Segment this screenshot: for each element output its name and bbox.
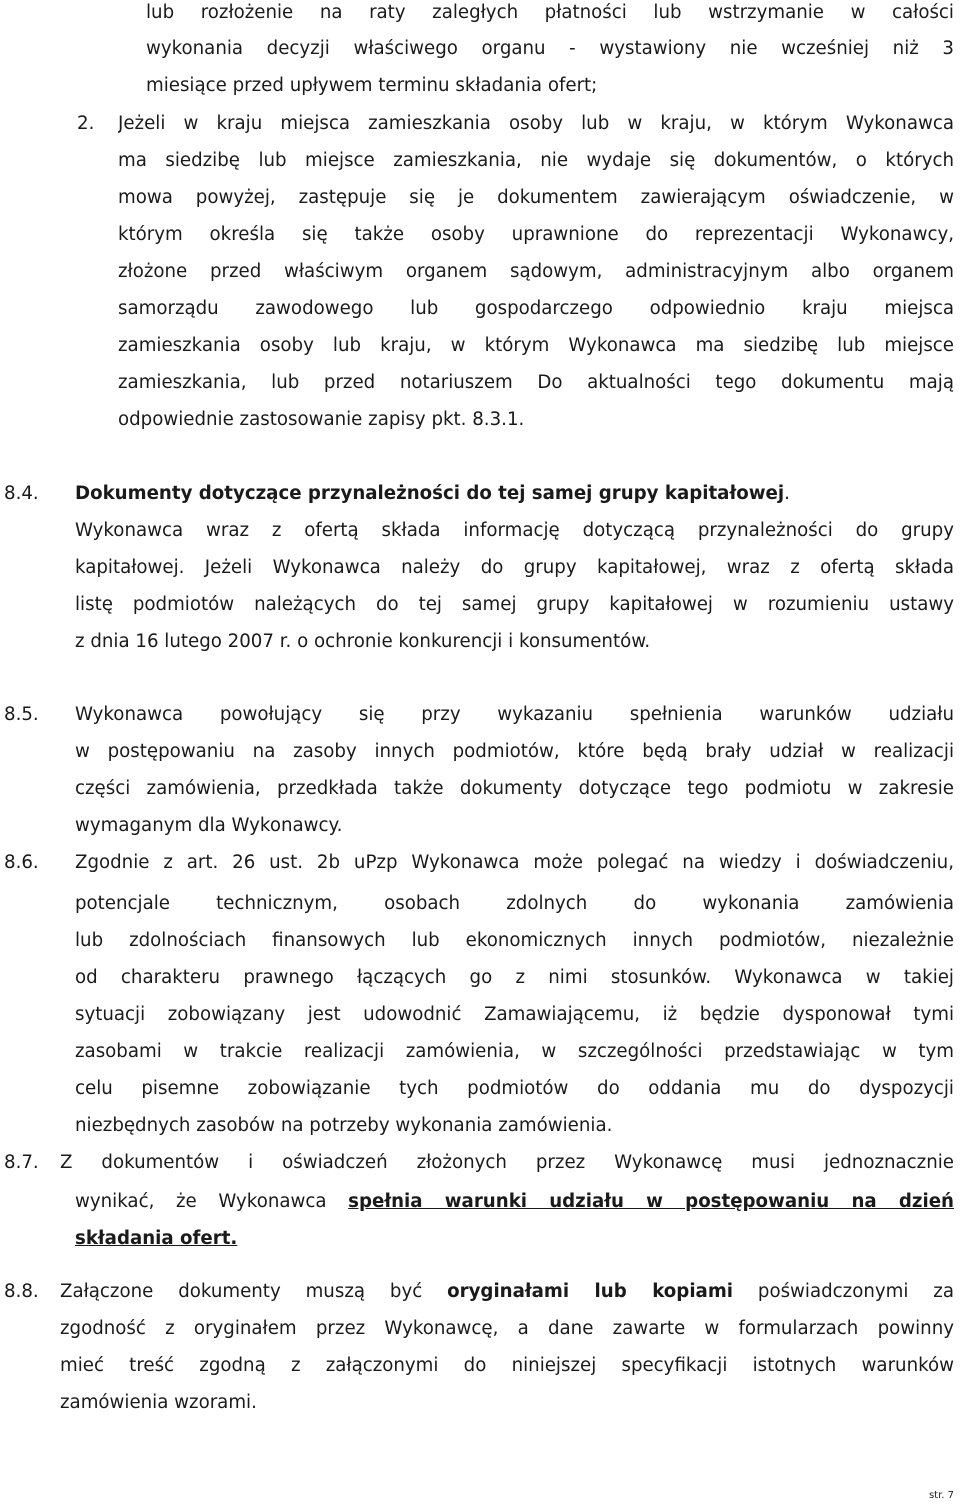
section-number: 8.4. [4, 483, 39, 504]
paragraph-line: lub zdolnościach finansowych lub ekonomicznych innych podmiotów, niezależnie [75, 930, 954, 951]
paragraph-line: zamieszkania osoby lub kraju, w którym Wykonawca ma siedzibę lub miejsce [118, 335, 954, 356]
paragraph-line: zgodność z oryginałem przez Wykonawcę, a dane zawarte w formularzach powinny [60, 1318, 954, 1339]
text-span: Załączone dokumenty muszą być [60, 1281, 448, 1302]
paragraph-line: w postępowaniu na zasoby innych podmiotów, które będą brały udział w realizacji [75, 741, 954, 762]
section-number: 8.6. [4, 852, 39, 873]
paragraph-line: z dnia 16 lutego 2007 r. o ochronie konkurencji i konsumentów. [75, 631, 651, 652]
section-heading [75, 483, 790, 505]
paragraph-line: zasobami w trakcie realizacji zamówienia, w szczególności przedstawiając w tym [75, 1041, 954, 1062]
section-number: 8.8. [4, 1281, 39, 1302]
paragraph-line: mowa powyżej, zastępuje się je dokumentem zawierającym oświadczenie, w [118, 187, 954, 208]
paragraph-line [75, 1228, 237, 1250]
paragraph-line: mieć treść zgodną z załączonymi do niniejszej specyfikacji istotnych warunków [60, 1355, 954, 1376]
paragraph-line: od charakteru prawnego łączących go z nimi stosunków. Wykonawca w takiej [75, 967, 954, 988]
paragraph-line: niezbędnych zasobów na potrzeby wykonania zamówienia. [75, 1115, 613, 1136]
paragraph-line: Z dokumentów i oświadczeń złożonych przez Wykonawcę musi jednoznacznie [60, 1152, 954, 1173]
paragraph-line [60, 1281, 954, 1303]
section-number: 8.7. [4, 1152, 39, 1173]
emphasis-text: składania ofert. [75, 1228, 238, 1249]
paragraph-line: samorządu zawodowego lub gospodarczego odpowiednio kraju miejsca [118, 298, 954, 319]
paragraph-line: którym określa się także osoby uprawnione do reprezentacji Wykonawcy, [118, 224, 954, 245]
item-number: 2. [77, 113, 95, 134]
paragraph-line: lub rozłożenie na raty zaległych płatności lub wstrzymanie w całości [146, 2, 954, 23]
paragraph-line: listę podmiotów należących do tej samej grupy kapitałowej w rozumieniu ustawy [75, 594, 954, 615]
paragraph-line: potencjale technicznym, osobach zdolnych do wykonania zamówienia [75, 893, 954, 914]
paragraph-line: zamieszkania, lub przed notariuszem Do aktualności tego dokumentu mają [118, 372, 954, 393]
paragraph-line: złożone przed właściwym organem sądowym, administracyjnym albo organem [118, 261, 954, 282]
paragraph-line: Zgodnie z art. 26 ust. 2b uPzp Wykonawca może polegać na wiedzy i doświadczeniu, [75, 852, 954, 873]
paragraph-line: celu pisemne zobowiązanie tych podmiotów do oddania mu do dyspozycji [75, 1078, 954, 1099]
emphasis-text: oryginałami lub kopiami [447, 1281, 734, 1302]
paragraph-line: części zamówienia, przedkłada także dokumenty dotyczące tego podmiotu w zakresie [75, 778, 954, 799]
text-span: poświadczonymi za [733, 1281, 954, 1302]
paragraph-line: odpowiednie zastosowanie zapisy pkt. 8.3.1. [118, 409, 525, 430]
paragraph-line: zamówienia wzorami. [60, 1392, 257, 1413]
paragraph-line: Wykonawca powołujący się przy wykazaniu spełnienia warunków udziału [75, 704, 954, 725]
paragraph-line: Jeżeli w kraju miejsca zamieszkania osoby lub w kraju, w którym Wykonawca [118, 113, 954, 134]
paragraph-line: miesiące przed upływem terminu składania ofert; [146, 75, 598, 96]
emphasis-text: spełnia warunki udziału w postępowaniu na dzień [348, 1191, 954, 1212]
section-heading-text: Dokumenty dotyczące przynależności do tej samej grupy kapitałowej [75, 483, 785, 504]
paragraph-line: wykonania decyzji właściwego organu - wystawiony nie wcześniej niż 3 [146, 38, 954, 59]
text-span: wynikać, że Wykonawca [75, 1191, 349, 1212]
paragraph-line: Wykonawca wraz z ofertą składa informację dotyczącą przynależności do grupy [75, 520, 954, 541]
page-number: str. 7 [928, 1490, 954, 1501]
paragraph-line: sytuacji zobowiązany jest udowodnić Zamawiającemu, iż będzie dysponował tymi [75, 1004, 954, 1025]
paragraph-line: wymaganym dla Wykonawcy. [75, 815, 343, 836]
paragraph-line: ma siedzibę lub miejsce zamieszkania, nie wydaje się dokumentów, o których [118, 150, 954, 171]
heading-period: . [784, 483, 790, 504]
paragraph-line [75, 1191, 954, 1213]
section-number: 8.5. [4, 704, 39, 725]
paragraph-line: kapitałowej. Jeżeli Wykonawca należy do grupy kapitałowej, wraz z ofertą składa [75, 557, 954, 578]
